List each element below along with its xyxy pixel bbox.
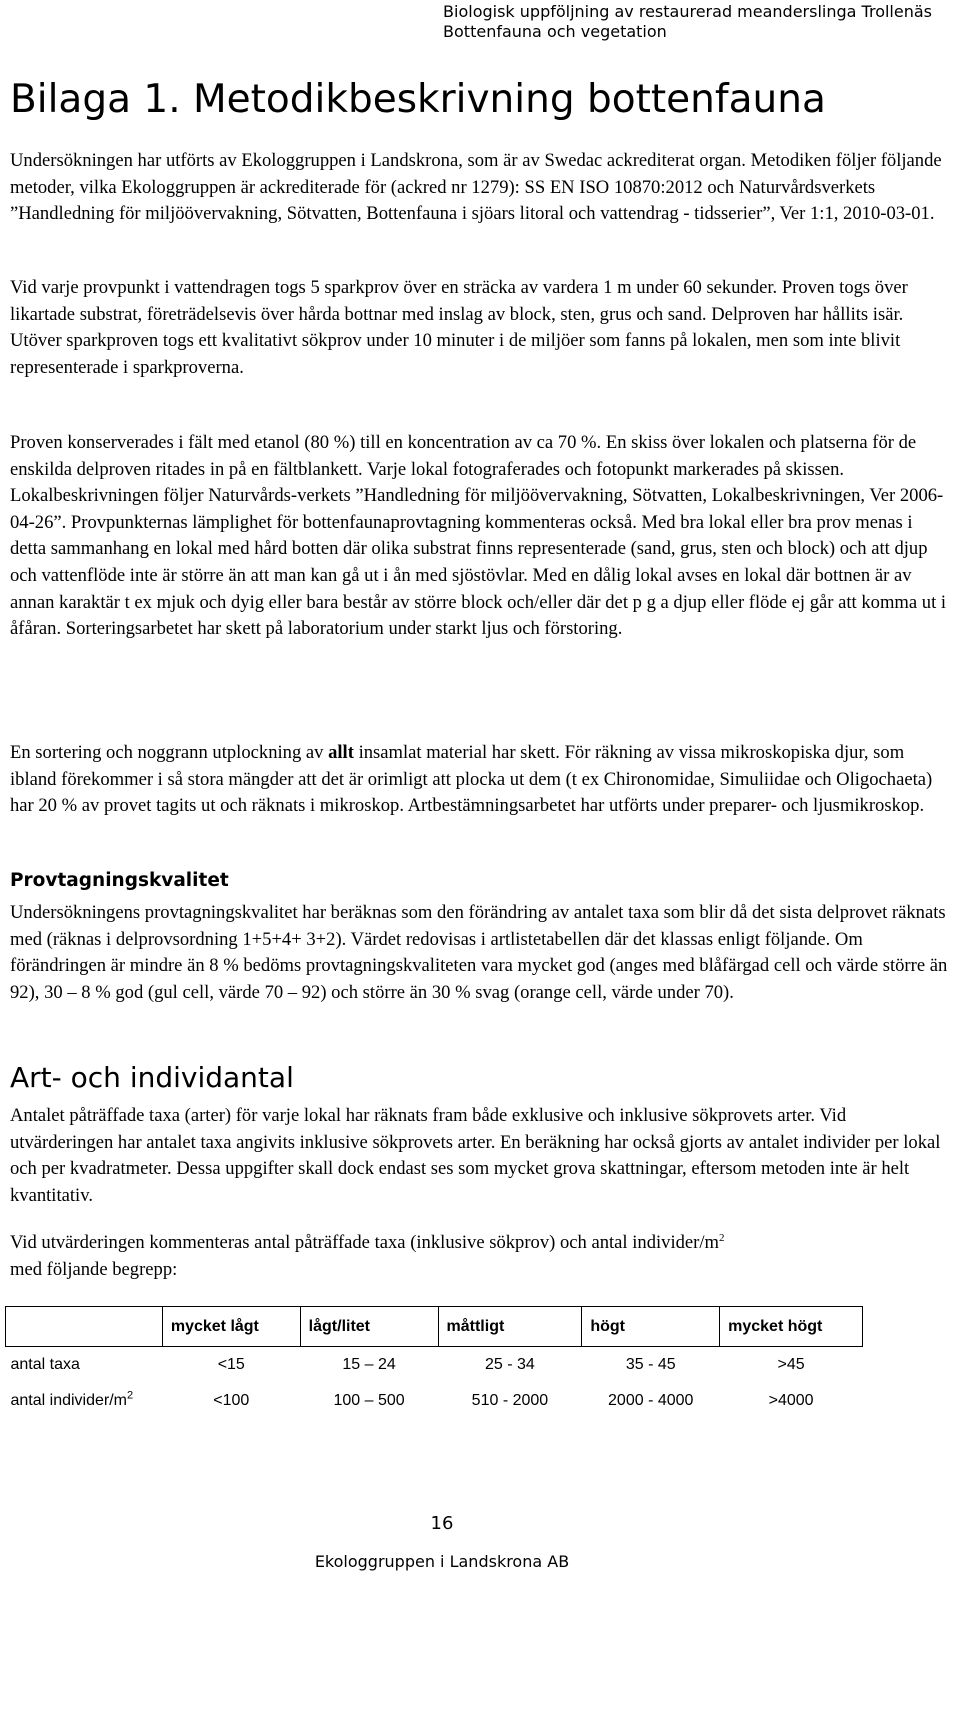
sorting-text-end: insamlat material har skett. För räkning av vissa mikroskopiska djur, som ibland förekommer i så stora mängder att det är orimligt att plocka ut dem (t ex Chironomidae, Simuliidae och Oligochaeta) har 20 % av provet tagits ut och räknats i mikroskop. Artbestämningsarbetet har utförts under preparer- och ljusmikroskop. xyxy=(10,742,933,817)
table-header-cell: mycket högt xyxy=(720,1307,863,1347)
table-header-cell: lågt/litet xyxy=(300,1307,438,1347)
table-header-row xyxy=(6,1307,863,1347)
page-number: 16 xyxy=(430,1513,454,1534)
table-header-empty-cell xyxy=(6,1307,163,1347)
heading-provtagningskvalitet: Provtagningskvalitet xyxy=(10,870,229,891)
table-cell: >4000 xyxy=(768,1392,814,1409)
row-label-text: antal taxa xyxy=(10,1356,80,1373)
table-header-cell: mycket lågt xyxy=(162,1307,300,1347)
sorting-text-bold: allt xyxy=(328,742,354,763)
paragraph-quality: Undersökningens provtagningskvalitet har beräknas som den förändring av antalet taxa som blir då det sista delprovet räknats med (räknas i delprovsordning 1+5+4+ 3+2). Värdet redovisas i artlistetabellen där det klassas enligt följande. Om förändringen är mindre än 8 % bedöms provtagningskvaliteten vara mycket god (anges med blåfärgad cell och värde större än 92), 30 – 8 % god (gul cell, värde 70 – 92) och större än 30 % svag (orange cell, värde under 70). xyxy=(10,902,948,1003)
evaluation-text: Vid utvärderingen kommenteras antal påträffade taxa (inklusive sökprov) och antal individer/m xyxy=(10,1232,720,1253)
paragraph-preservation: Proven konserverades i fält med etanol (80 %) till en koncentration av ca 70 %. En skiss över lokalen och platserna för de enskilda delproven ritades in på en fältblankett. Varje lokal fotograferades och fotopunkt markerades på skissen. Lokalbeskrivningen följer Naturvårds-verkets ”Handledning för miljöövervakning, Sötvatten, Lokalbeskrivningen, Ver 2006-04-26”. Provpunkternas lämplighet för bottenfaunaprovtagning kommenteras också. Med bra lokal eller bra prov menas i detta sammanhang en lokal med hård botten där olika substrat finns representerade (sand, grus, sten och block) och att djup och vattenflöde inte är större än att man kan gå ut i ån med sjöstövlar. Med en dålig lokal avses en lokal där bottnen är av annan karaktär t ex mjuk och dyig eller bara består av större block och/eller där det p g a djup eller flöde ej går att komma ut i åfåran. Sorteringsarbetet har skett på laboratorium under starkt ljus och förstoring. xyxy=(10,432,947,640)
header-line-1: Biologisk uppföljning av restaurerad meanderslinga Trollenäs xyxy=(443,2,932,21)
table-header-cell: högt xyxy=(582,1307,720,1347)
table-row xyxy=(6,1383,863,1419)
superscript-2: 2 xyxy=(719,1231,725,1244)
row-label-superscript: 2 xyxy=(127,1389,134,1402)
footer-company: Ekologgruppen i Landskrona AB xyxy=(314,1552,570,1571)
paragraph-sampling: Vid varje provpunkt i vattendragen togs 5 sparkprov över en sträcka av vardera 1 m under 60 sekunder. Proven togs över likartade substrat, företrädelsevis över hårda bottnar med inslag av block, sten, grus och sand. Delproven har hållits isär. Utöver sparkproven togs ett kvalitativt sökprov under 10 minuter i de miljöer som fanns på lokalen, men som inte blivit representerade i sparkproverna. xyxy=(10,277,908,378)
paragraph-sorting xyxy=(10,740,950,820)
table-cell: >45 xyxy=(777,1356,805,1373)
row-label xyxy=(6,1383,163,1419)
table-cell: 25 - 34 xyxy=(485,1356,535,1373)
table-header-cell: måttligt xyxy=(438,1307,582,1347)
table-cell: 510 - 2000 xyxy=(471,1392,549,1409)
table-cell: <15 xyxy=(217,1356,245,1373)
paragraph-evaluation xyxy=(10,1230,950,1283)
paragraph-intro: Undersökningen har utförts av Ekologgruppen i Landskrona, som är av Swedac ackrediterat organ. Metodiken följer följande metoder, vilka Ekologgruppen är ackrediterade för (ackred nr 1279): SS EN ISO 10870:2012 och Naturvårdsverkets ”Handledning för miljöövervakning, Sötvatten, Bottenfauna i sjöars litoral och vattendrag - tidsserier”, Ver 1:1, 2010-03-01. xyxy=(10,150,942,225)
row-label xyxy=(6,1347,163,1384)
heading-art-individantal: Art- och individantal xyxy=(10,1061,294,1094)
table-row xyxy=(6,1347,863,1384)
classification-table xyxy=(5,1306,863,1419)
row-label-text: antal individer/m xyxy=(10,1392,127,1409)
sorting-text-start: En sortering och noggrann utplockning av xyxy=(10,742,329,763)
table-cell: 100 – 500 xyxy=(333,1392,405,1409)
page-title: Bilaga 1. Metodikbeskrivning bottenfauna xyxy=(10,77,826,122)
table-cell: 2000 - 4000 xyxy=(608,1392,694,1409)
evaluation-text-end: med följande begrepp: xyxy=(10,1258,178,1280)
table-cell: <100 xyxy=(213,1392,250,1409)
table-cell: 15 – 24 xyxy=(342,1356,396,1373)
paragraph-taxa-count: Antalet påträffade taxa (arter) för varje lokal har räknats fram både exklusive och inklusive sökprovets arter. Vid utvärderingen har antalet taxa angivits inklusive sökprovets arter. En beräkning har också gjorts av antalet individer per lokal och per kvadratmeter. Dessa uppgifter skall dock endast ses som mycket grova skattningar, eftersom metoden inte är helt kvantitativ. xyxy=(10,1105,941,1206)
table-cell: 35 - 45 xyxy=(625,1356,676,1373)
running-header xyxy=(443,2,932,42)
header-line-2: Bottenfauna och vegetation xyxy=(443,22,667,41)
